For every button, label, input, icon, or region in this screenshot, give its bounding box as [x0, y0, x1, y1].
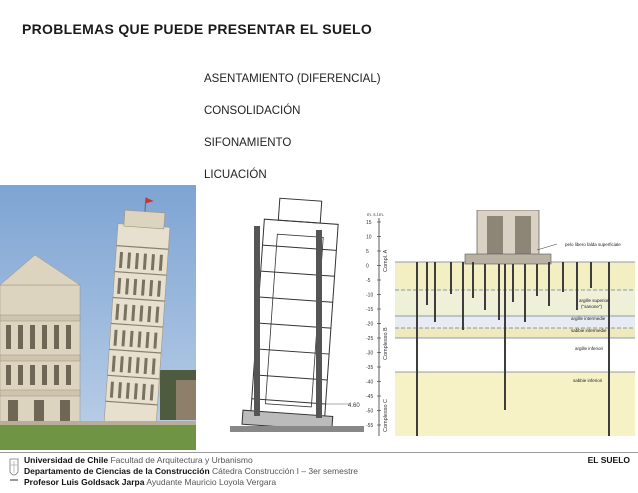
problem-piping: SIFONAMIENTO [204, 137, 292, 149]
footer-course: Cátedra Construcción I – 3er semestre [212, 466, 358, 476]
footer-professor: Profesor Luis Goldsack Jarpa [24, 477, 145, 487]
stratum-label-mid-sand: sabbie intermedie [571, 328, 607, 333]
depth-tick-label: -5 [366, 278, 371, 284]
depth-tick-label: -20 [366, 321, 374, 328]
complex-b-label: Complesso B [383, 327, 389, 360]
depth-tick-label: -45 [366, 394, 374, 400]
complex-c-label: Complesso C [383, 398, 389, 432]
depth-tick-label: -55 [366, 423, 374, 429]
depth-tick-label: -30 [366, 350, 374, 357]
problem-settlement: ASENTAMIENTO (DIFERENCIAL) [204, 73, 381, 85]
depth-tick-label: -35 [366, 365, 374, 371]
depth-tick-label: -50 [366, 408, 374, 415]
slide-footer [8, 455, 634, 489]
depth-tick-label: 10 [366, 234, 372, 241]
depth-tick-label: -10 [366, 292, 374, 299]
depth-tick-label: 0 [366, 263, 369, 270]
stratum-label-sanone: ("sanone") [581, 304, 602, 309]
stratum-label-lower-clay: argille inferiori [575, 346, 604, 351]
tower-section-drawing [220, 196, 374, 440]
complex-a-label: Compl. A [383, 249, 389, 272]
problem-liquefaction: LICUACIÓN [204, 169, 267, 181]
stratum-label-mid-clay: argille intermedie [571, 316, 606, 321]
slide-title: PROBLEMAS QUE PUEDE PRESENTAR EL SUELO [22, 21, 373, 37]
soil-profile-diagram [365, 210, 638, 443]
university-crest-icon [8, 456, 20, 484]
depth-tick-label: -15 [366, 307, 374, 313]
footer-university: Universidad de Chile [24, 455, 109, 465]
stratum-label-lower-sand: sabbie inferiori [573, 378, 603, 383]
problem-consolidation: CONSOLIDACIÓN [204, 105, 301, 117]
pisa-tower-photo [0, 185, 196, 450]
scale-header: m. s.l.m. [367, 212, 384, 217]
depth-tick-label: 5 [366, 249, 369, 255]
stratum-label-upper-clay: argille superiori [579, 298, 610, 303]
drawing-note: 4.60 [348, 403, 360, 409]
footer-divider [0, 452, 638, 453]
footer-section-label: EL SUELO [587, 455, 630, 465]
footer-assistant: Ayudante Mauricio Loyola Vergara [146, 477, 277, 487]
depth-tick-label: -25 [366, 336, 374, 342]
stratum-label-water: pelo libero falda superficiale [565, 242, 621, 247]
problem-list [204, 71, 381, 199]
depth-tick-label: -40 [366, 379, 374, 386]
footer-faculty: Facultad de Arquitectura y Urbanismo [110, 455, 253, 465]
footer-department: Departamento de Ciencias de la Construcción [24, 466, 210, 476]
depth-tick-label: 15 [366, 220, 372, 226]
